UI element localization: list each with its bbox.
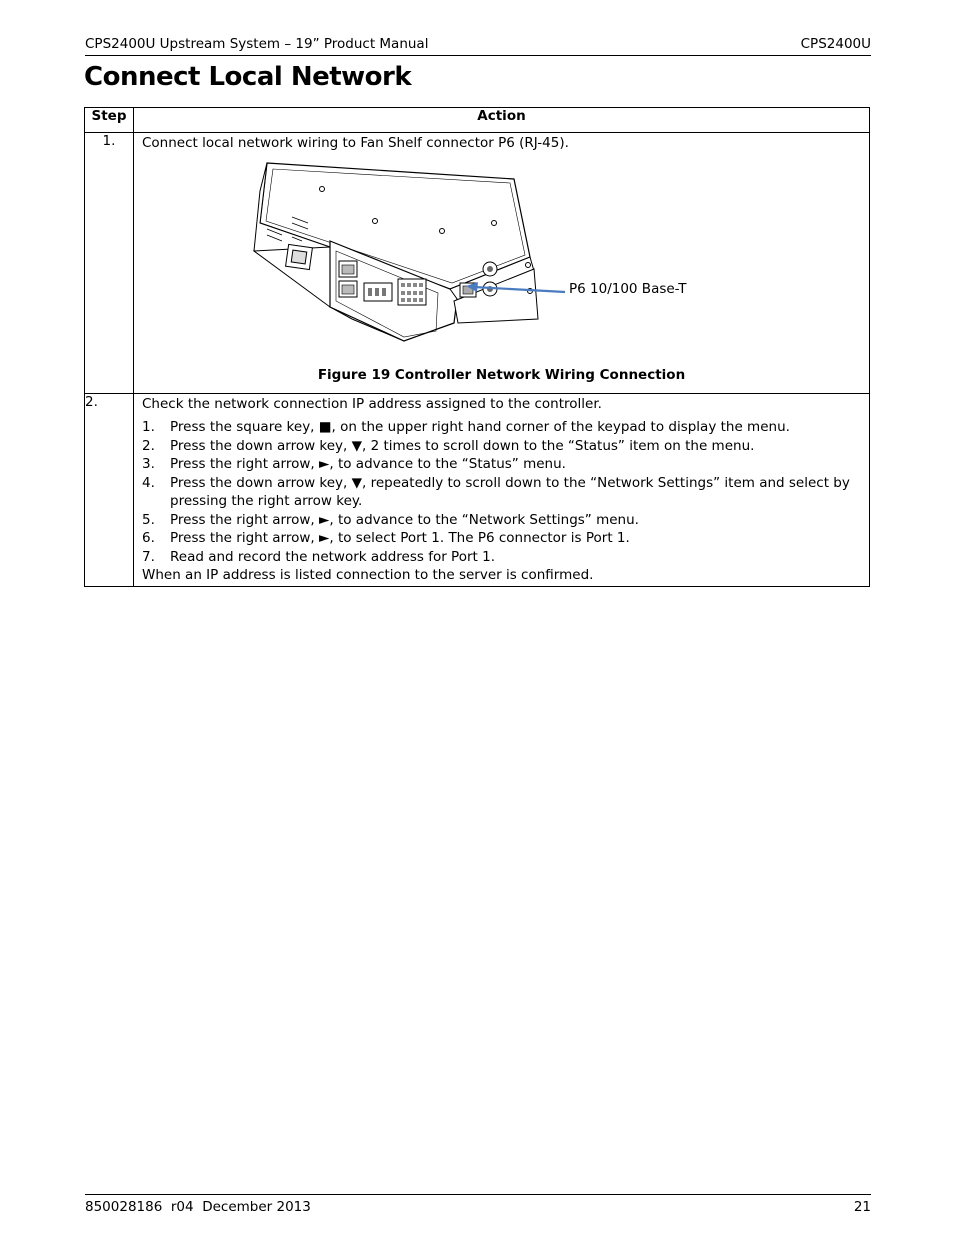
step-action-cell: [134, 394, 870, 587]
list-item-text: Press the down arrow key, ▼, repeatedly to scroll down to the “Network Settings” item and select by pressing the right arrow key.: [170, 474, 850, 509]
header-document-title: CPS2400U Upstream System – 19” Product Manual: [85, 36, 429, 52]
page-number: 21: [853, 1199, 871, 1215]
list-item-text: Press the square key, ■, on the upper right hand corner of the keypad to display the menu.: [170, 419, 790, 435]
list-item-number: 2.: [142, 437, 155, 454]
list-item-text: Read and record the network address for Port 1.: [170, 548, 495, 565]
step-number: 2.: [85, 394, 134, 587]
figure-caption: Figure 19 Controller Network Wiring Connection: [317, 367, 686, 383]
table-row: [85, 394, 870, 587]
list-item: [142, 474, 861, 511]
controller-illustration: [142, 151, 842, 365]
step-number: 1.: [85, 133, 134, 394]
list-item-number: 7.: [142, 548, 155, 565]
page-title: Connect Local Network: [84, 62, 412, 92]
list-item: [142, 529, 861, 548]
list-item-number: 4.: [142, 474, 155, 491]
footer-document-number: 850028186 r04 December 2013: [85, 1199, 311, 1215]
controller-network-figure: [142, 151, 861, 365]
closing-note: When an IP address is listed connection to the server is confirmed.: [142, 567, 594, 583]
p6-callout-label: P6 10/100 Base-T: [569, 281, 687, 297]
list-item: [142, 548, 861, 567]
table-row: [85, 133, 870, 394]
list-item-number: 6.: [142, 530, 155, 546]
page-header: [85, 34, 871, 56]
column-header-step: Step: [85, 108, 134, 133]
list-item-text: Press the right arrow, ►, to advance to the “Status” menu.: [170, 456, 566, 472]
list-item-text: Press the right arrow, ►, to select Port 1. The P6 connector is Port 1.: [170, 530, 630, 546]
list-item: [142, 455, 861, 474]
page-footer: [85, 1194, 871, 1215]
list-item-text: Press the right arrow, ►, to advance to the “Network Settings” menu.: [170, 511, 639, 528]
step-action-cell: [134, 133, 870, 394]
steps-table: [84, 107, 870, 587]
header-product-code: CPS2400U: [800, 36, 871, 52]
list-item-number: 3.: [142, 456, 155, 472]
list-item-number: 1.: [142, 419, 155, 435]
list-item: [142, 437, 861, 456]
list-item: [142, 511, 861, 530]
list-item-text: Press the down arrow key, ▼, 2 times to scroll down to the “Status” item on the menu.: [170, 437, 755, 454]
table-header-row: [85, 108, 870, 133]
list-item: [142, 418, 861, 437]
step-instruction: Check the network connection IP address assigned to the controller.: [142, 396, 602, 412]
column-header-action: Action: [134, 108, 870, 133]
procedure-list: [142, 418, 861, 566]
step-instruction: Connect local network wiring to Fan Shelf connector P6 (RJ-45).: [142, 135, 569, 151]
list-item-number: 5.: [142, 511, 155, 528]
